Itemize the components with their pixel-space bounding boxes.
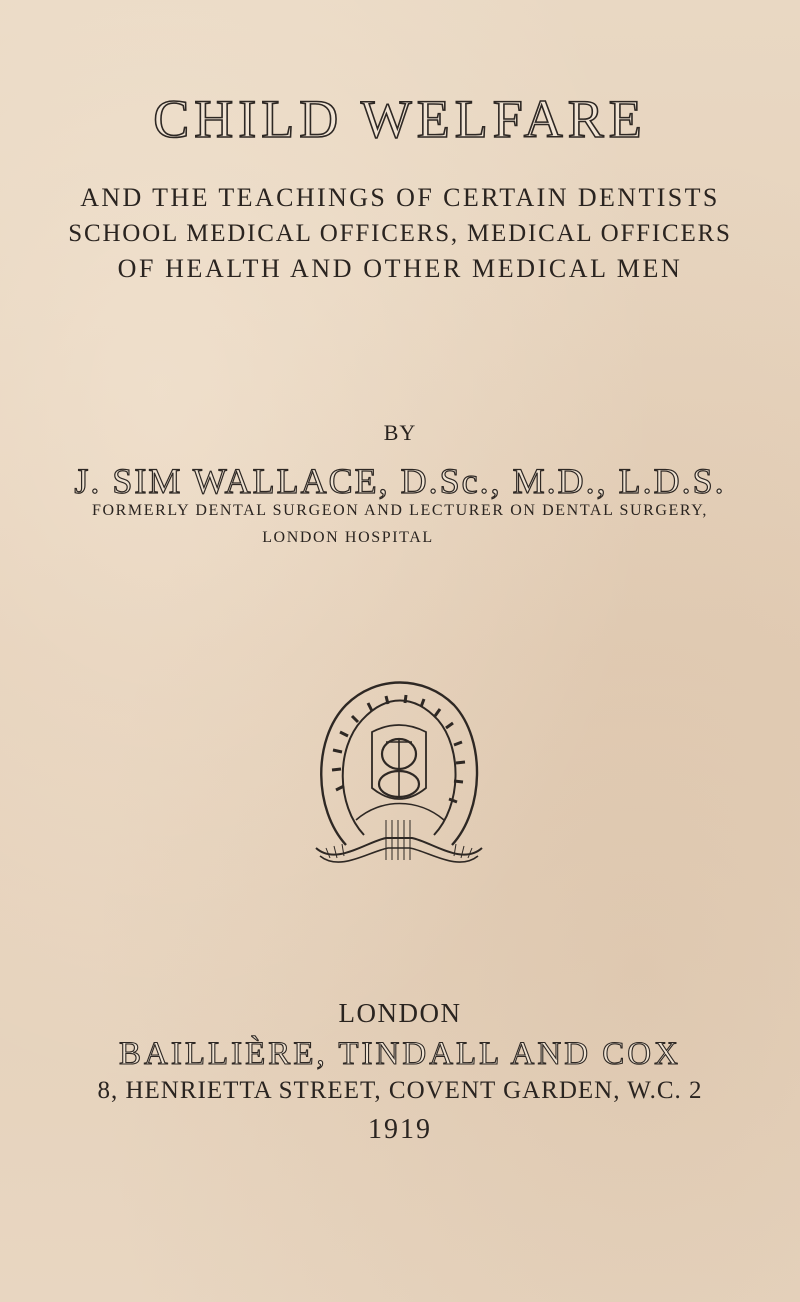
publication-year: 1919: [368, 1114, 432, 1145]
subtitle-line-1: AND THE TEACHINGS OF CERTAIN DENTISTS: [80, 183, 720, 212]
book-title: CHILD WELFARE: [153, 89, 647, 149]
by-label: BY: [383, 420, 417, 445]
author-credential-line-2: LONDON HOSPITAL: [262, 529, 434, 546]
subtitle-line-3: OF HEALTH AND OTHER MEDICAL MEN: [117, 254, 683, 283]
author-name: J. SIM WALLACE, D.Sc., M.D., L.D.S.: [74, 461, 726, 501]
imprint-city: LONDON: [338, 998, 462, 1028]
publisher-address: 8, HENRIETTA STREET, COVENT GARDEN, W.C. 2: [97, 1077, 703, 1104]
subtitle-line-2: SCHOOL MEDICAL OFFICERS, MEDICAL OFFICERS: [68, 220, 732, 247]
author-credential-line-1: FORMERLY DENTAL SURGEON AND LECTURER ON DENTAL SURGERY,: [92, 502, 708, 519]
publisher-name: BAILLIÈRE, TINDALL AND COX: [119, 1036, 681, 1072]
publisher-seal-icon: [306, 670, 492, 876]
